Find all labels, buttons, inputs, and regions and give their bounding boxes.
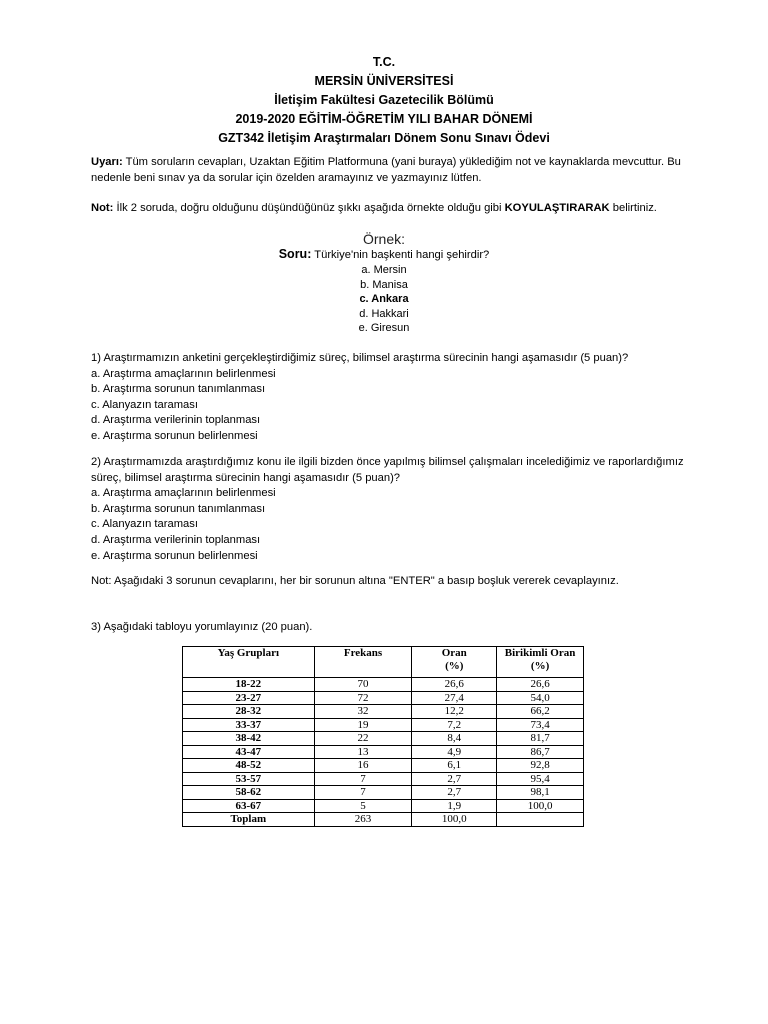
question-2-option: d. Araştırma verilerinin toplanması (91, 533, 261, 546)
cell-ratio: 7,2 (412, 718, 497, 732)
cell-cumulative: 86,7 (497, 745, 584, 759)
age-group-table (182, 646, 584, 827)
question-1-option: e. Araştırma sorunun belirlenmesi (91, 429, 258, 442)
cell-frequency: 32 (314, 705, 412, 719)
cell-frequency: 72 (314, 691, 412, 705)
table-row (183, 786, 584, 800)
question-1-option: d. Araştırma verilerinin toplanması (91, 414, 261, 427)
cell-age-group: 63-67 (183, 799, 315, 813)
cell-cumulative: 54,0 (497, 691, 584, 705)
table-total-row (183, 813, 584, 827)
header-term: 2019-2020 EĞİTİM-ÖĞRETİM YILI BAHAR DÖNEMİ (235, 112, 533, 126)
question-1 (91, 351, 691, 445)
note-emphasis: KOYULAŞTIRARAK (504, 202, 610, 214)
cell-ratio: 27,4 (412, 691, 497, 705)
cell-age-group: 43-47 (183, 745, 315, 759)
note-2 (91, 574, 691, 590)
question-1-text: 1) Araştırmamızın anketini gerçekleştirdiğimiz süreç, bilimsel araştırma sürecinin hangi aşamasıdır (5 puan)? (91, 352, 629, 364)
header-cumulative-ratio: Birikimli Oran (%) (497, 647, 584, 678)
table-row (183, 745, 584, 759)
cell-cumulative: 66,2 (497, 705, 584, 719)
question-2-text: 2) Araştırmamızda araştırdığımız konu ile ilgili bizden önce yapılmış bilimsel çalışmaları incelediğimiz ve raporlardığımız süreç, bilimsel araştırma sürecinin hangi aşamasıdır (5 puan)? (91, 456, 684, 484)
cell-ratio: 1,9 (412, 799, 497, 813)
table-row (183, 678, 584, 692)
question-1-option: c. Alanyazın taraması (91, 398, 198, 411)
cell-frequency: 16 (314, 759, 412, 773)
cell-age-group: 33-37 (183, 718, 315, 732)
header-ratio: Oran (%) (412, 647, 497, 678)
question-2-option: e. Araştırma sorunun belirlenmesi (91, 549, 258, 562)
note-text-before: İlk 2 soruda, doğru olduğunu düşündüğünüz şıkkı aşağıda örnekte olduğu gibi (113, 202, 505, 214)
header-frequency: Frekans (314, 647, 412, 678)
cell-frequency: 22 (314, 732, 412, 746)
example-question-label: Soru: (278, 247, 312, 261)
table-row (183, 799, 584, 813)
header-faculty: İletişim Fakültesi Gazetecilik Bölümü (274, 93, 494, 107)
header-university: MERSİN ÜNİVERSİTESİ (314, 74, 454, 88)
question-1-option: a. Araştırma amaçlarının belirlenmesi (91, 367, 276, 380)
cell-cumulative: 92,8 (497, 759, 584, 773)
cell-cumulative: 73,4 (497, 718, 584, 732)
question-3-text: 3) Aşağıdaki tabloyu yorumlayınız (20 puan). (91, 621, 313, 633)
cell-cumulative: 95,4 (497, 772, 584, 786)
cell-age-group: 48-52 (183, 759, 315, 773)
cell-age-group: 38-42 (183, 732, 315, 746)
cell-total-ratio: 100,0 (412, 813, 497, 827)
table-body (183, 678, 584, 827)
cell-age-group: 23-27 (183, 691, 315, 705)
cell-age-group: 28-32 (183, 705, 315, 719)
cell-ratio: 6,1 (412, 759, 497, 773)
warning-text: Tüm soruların cevapları, Uzaktan Eğitim Platformuna (yani buraya) yüklediğim not ve kaynaklarda mevcuttur. Bu nedenle beni sınav ya da sorular için özelden aramayınız ve yazmayınız lütfen. (91, 156, 681, 184)
cell-cumulative: 100,0 (497, 799, 584, 813)
cell-ratio: 2,7 (412, 786, 497, 800)
table-row (183, 705, 584, 719)
example-title: Örnek: (362, 231, 405, 247)
example-option: e. Giresun (358, 322, 410, 335)
question-2 (91, 455, 691, 564)
cell-total-label: Toplam (183, 813, 315, 827)
question-2-option: c. Alanyazın taraması (91, 518, 198, 531)
table-row (183, 772, 584, 786)
table-header-row (183, 647, 584, 678)
cell-age-group: 18-22 (183, 678, 315, 692)
warning-label: Uyarı: (91, 156, 123, 168)
question-2-option: b. Araştırma sorunun tanımlanması (91, 502, 266, 515)
header-course: GZT342 İletişim Araştırmaları Dönem Sonu Sınavı Ödevi (218, 131, 550, 145)
table-row (183, 759, 584, 773)
question-1-option: b. Araştırma sorunun tanımlanması (91, 383, 266, 396)
note-2-text: Not: Aşağıdaki 3 sorunun cevaplarını, her bir sorunun altına "ENTER" a basıp boşluk vererek cevaplayınız. (91, 575, 619, 587)
cell-ratio: 8,4 (412, 732, 497, 746)
example-option-correct: c. Ankara (359, 293, 409, 306)
cell-frequency: 19 (314, 718, 412, 732)
cell-age-group: 58-62 (183, 786, 315, 800)
cell-frequency: 7 (314, 786, 412, 800)
cell-cumulative: 98,1 (497, 786, 584, 800)
warning-paragraph (91, 155, 691, 186)
example-block (0, 231, 768, 336)
cell-frequency: 13 (314, 745, 412, 759)
note-paragraph (91, 201, 691, 217)
cell-total-cumulative (497, 813, 584, 827)
cell-total-frequency: 263 (314, 813, 412, 827)
document-header (0, 53, 768, 148)
cell-ratio: 26,6 (412, 678, 497, 692)
cell-age-group: 53-57 (183, 772, 315, 786)
table-row (183, 691, 584, 705)
cell-cumulative: 81,7 (497, 732, 584, 746)
question-3 (91, 620, 691, 636)
cell-frequency: 5 (314, 799, 412, 813)
example-option: a. Mersin (361, 264, 407, 276)
example-question (0, 247, 768, 263)
cell-ratio: 2,7 (412, 772, 497, 786)
note-label: Not: (91, 202, 114, 214)
header-line-tc: T.C. (372, 55, 396, 69)
cell-ratio: 4,9 (412, 745, 497, 759)
table-row (183, 718, 584, 732)
header-age-groups: Yaş Grupları (183, 647, 315, 678)
cell-ratio: 12,2 (412, 705, 497, 719)
example-options (0, 263, 768, 336)
table-row (183, 732, 584, 746)
question-2-option: a. Araştırma amaçlarının belirlenmesi (91, 487, 276, 500)
example-option: d. Hakkari (359, 307, 409, 320)
cell-frequency: 7 (314, 772, 412, 786)
cell-cumulative: 26,6 (497, 678, 584, 692)
cell-frequency: 70 (314, 678, 412, 692)
note-text-after: belirtiniz. (609, 202, 657, 214)
example-question-text: Türkiye'nin başkenti hangi şehirdir? (311, 249, 490, 261)
example-option: b. Manisa (360, 278, 408, 291)
